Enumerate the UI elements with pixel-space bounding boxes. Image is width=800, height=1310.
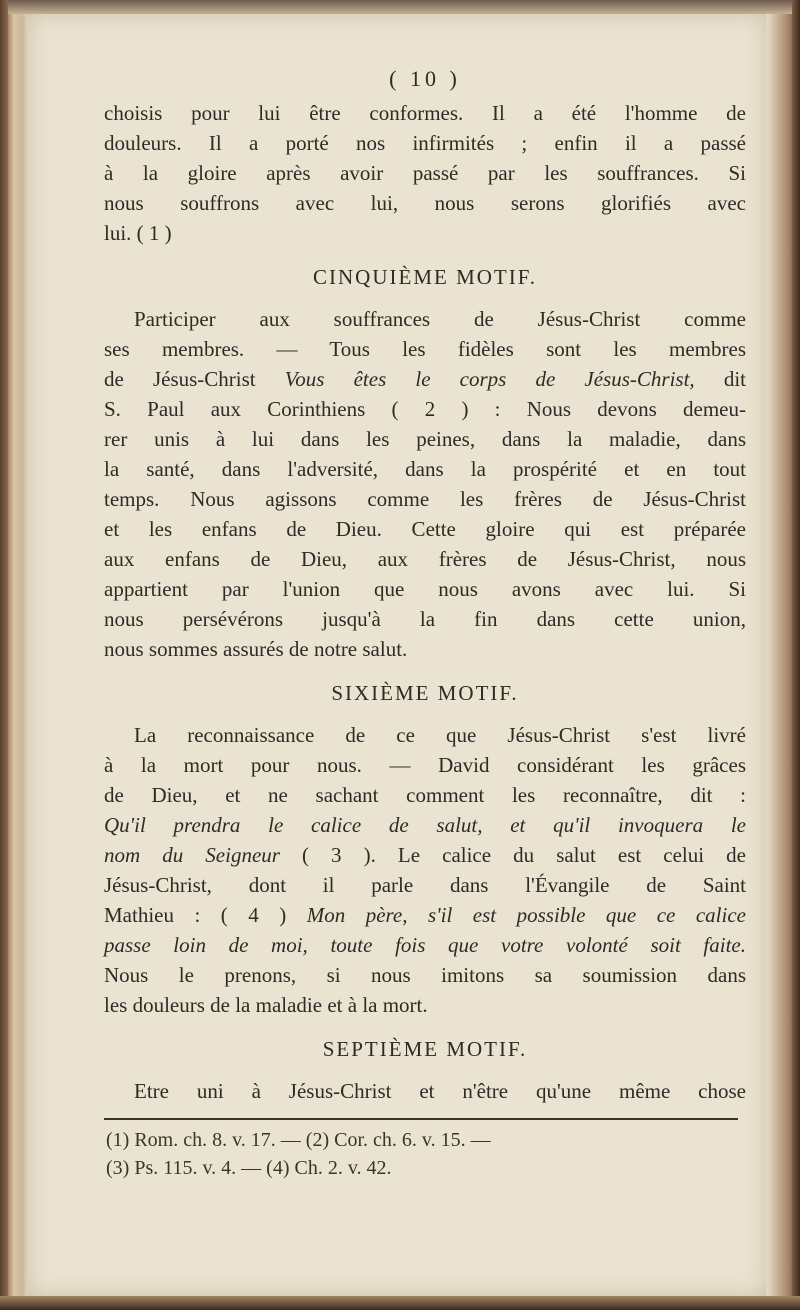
text-line: Etre uni à Jésus-Christ et n'être qu'une même chose [134, 1079, 746, 1103]
text-fragment: Mathieu : ( 4 ) [104, 903, 287, 927]
septieme-paragraph [104, 1076, 746, 1106]
book-fore-edge [792, 0, 800, 1310]
text-line: à la gloire après avoir passé par les souffrances. Si [104, 161, 746, 185]
footnote-line: (1) Rom. ch. 8. v. 17. — (2) Cor. ch. 6. v. 15. — [106, 1129, 491, 1151]
text-line: nous sommes assurés de notre salut. [104, 637, 408, 661]
text-line [104, 840, 746, 870]
text-line: ses membres. — Tous les fidèles sont les membres [104, 337, 746, 361]
text-line: de Dieu, et ne sachant comment les reconnaître, dit : [104, 783, 746, 807]
footnote-line: (3) Ps. 115. v. 4. — (4) Ch. 2. v. 42. [106, 1157, 392, 1179]
footnotes [106, 1126, 746, 1182]
page-number: ( 10 ) [389, 66, 461, 91]
book-spine-edge [0, 0, 8, 1310]
text-fragment: dit [723, 367, 746, 391]
footnote-divider [104, 1118, 738, 1120]
text-line: Jésus-Christ, dont il parle dans l'Évangile de Saint [104, 873, 746, 897]
text-line: temps. Nous agissons comme les frères de Jésus-Christ [104, 487, 746, 511]
text-line: la santé, dans l'adversité, dans la prospérité et en tout [104, 457, 746, 481]
text-line: Participer aux souffrances de Jésus-Christ comme [134, 307, 746, 331]
text-line [104, 900, 746, 930]
text-line-with-quote [104, 364, 746, 394]
text-line: S. Paul aux Corinthiens ( 2 ) : Nous devons demeu- [104, 397, 746, 421]
page-text [104, 60, 746, 1106]
section-heading-sixieme: SIXIÈME MOTIF. [331, 681, 519, 705]
text-line: choisis pour lui être conformes. Il a été l'homme de [104, 101, 746, 125]
intro-paragraph [104, 98, 746, 248]
text-line [104, 810, 746, 840]
text-line: Nous le prenons, si nous imitons sa soumission dans [104, 963, 746, 987]
italic-quote: Vous êtes le corps de Jésus-Christ, [284, 367, 695, 391]
text-line: nous souffrons avec lui, nous serons glorifiés avec [104, 191, 746, 215]
text-line: aux enfans de Dieu, aux frères de Jésus-Christ, nous [104, 547, 746, 571]
text-line [104, 930, 746, 960]
text-line: nous persévérons jusqu'à la fin dans cette union, [104, 607, 746, 631]
italic-quote: nom du Seigneur [104, 843, 280, 867]
sixieme-paragraph [104, 720, 746, 1020]
text-line: rer unis à lui dans les peines, dans la maladie, dans [104, 427, 746, 451]
text-line: douleurs. Il a porté nos infirmités ; enfin il a passé [104, 131, 746, 155]
italic-quote: Mon père, s'il est possible que ce calice [306, 903, 746, 927]
text-line: et les enfans de Dieu. Cette gloire qui est préparée [104, 517, 746, 541]
text-line: à la mort pour nous. — David considérant les grâces [104, 753, 746, 777]
italic-quote: passe loin de moi, toute fois que votre volonté soit faite. [104, 933, 746, 957]
italic-quote: Qu'il prendra le calice de salut, et qu'il invoquera le [104, 813, 746, 837]
page-bottom-edge [0, 1296, 800, 1310]
section-heading-septieme: SEPTIÈME MOTIF. [322, 1037, 528, 1061]
text-line: La reconnaissance de ce que Jésus-Christ s'est livré [134, 723, 746, 747]
section-heading-cinquieme: CINQUIÈME MOTIF. [313, 265, 537, 289]
text-line: lui. ( 1 ) [104, 221, 172, 245]
text-line: les douleurs de la maladie et à la mort. [104, 993, 428, 1017]
page-top-edge [0, 0, 800, 14]
cinquieme-paragraph [104, 304, 746, 664]
text-fragment: de Jésus-Christ [104, 367, 256, 391]
text-fragment: ( 3 ). Le calice du salut est celui de [302, 843, 746, 867]
text-line: appartient par l'union que nous avons avec lui. Si [104, 577, 746, 601]
